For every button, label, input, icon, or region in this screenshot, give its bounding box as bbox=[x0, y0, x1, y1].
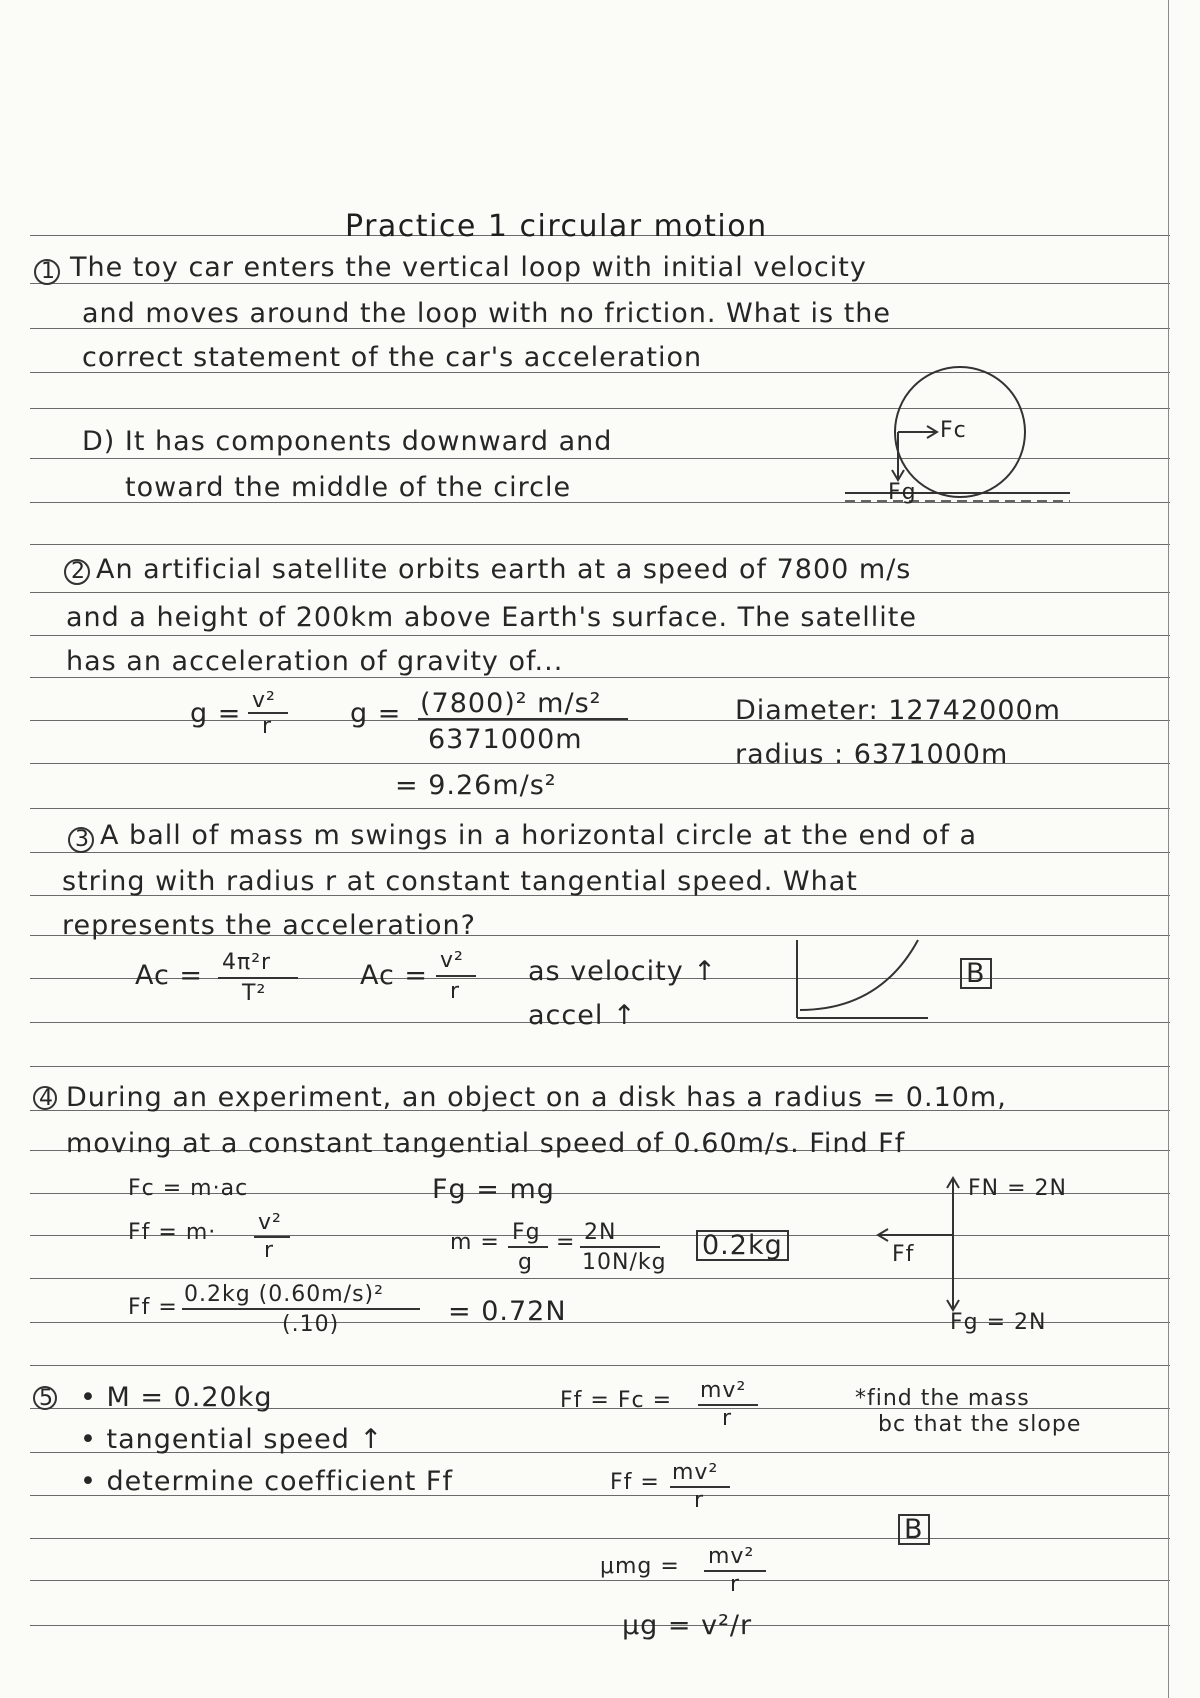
q4-f3-lhs: Ff = bbox=[128, 1295, 178, 1320]
q2-calc-lhs: g = bbox=[350, 698, 402, 729]
q2-calc-num: (7800)² m/s² bbox=[420, 688, 602, 719]
q3-ac2-num: v² bbox=[440, 948, 464, 973]
q4-g2-den2: 10N/kg bbox=[582, 1250, 667, 1275]
q3-ac1-den: T² bbox=[242, 981, 267, 1006]
loop-label-fc: Fc bbox=[940, 418, 967, 443]
q5-number: 5 bbox=[39, 1386, 54, 1411]
q5-bullet: • M = 0.20kg bbox=[80, 1382, 273, 1413]
q2-number: 2 bbox=[71, 559, 86, 584]
q5-note: bc that the slope bbox=[878, 1412, 1082, 1437]
q2-radius: radius : 6371000m bbox=[735, 739, 1009, 770]
q4-g2-result-box: 0.2kg bbox=[696, 1230, 789, 1261]
page-title: Practice 1 circular motion bbox=[345, 209, 768, 244]
q3-note: accel ↑ bbox=[528, 1000, 637, 1031]
q4-f2-lhs: Ff = m· bbox=[128, 1220, 217, 1245]
q5-e1-den: r bbox=[722, 1406, 733, 1431]
q4-g2-eq: = bbox=[556, 1230, 576, 1255]
q4-g2-num2: 2N bbox=[584, 1220, 617, 1245]
q2-diameter: Diameter: 12742000m bbox=[735, 695, 1061, 726]
q5-e1-num: mv² bbox=[700, 1378, 747, 1403]
q5-e3-den: r bbox=[730, 1572, 741, 1597]
q3-ac1-lhs: Ac = bbox=[135, 960, 204, 991]
q4-f1: Fc = m·ac bbox=[128, 1176, 249, 1201]
q4-number: 4 bbox=[39, 1086, 54, 1111]
graph-curve bbox=[800, 940, 918, 1010]
loop-label-fg: Fg bbox=[888, 480, 917, 505]
q5-e2-lhs: Ff = bbox=[610, 1470, 660, 1495]
q5-e2-num: mv² bbox=[672, 1460, 719, 1485]
q4-f3-num: 0.2kg (0.60m/s)² bbox=[184, 1282, 384, 1307]
fraction-bar bbox=[508, 1246, 548, 1248]
fraction-bar bbox=[182, 1308, 420, 1310]
fraction-bar bbox=[418, 718, 628, 720]
q5-e4: μg = v²/r bbox=[622, 1610, 753, 1641]
fraction-bar bbox=[218, 977, 298, 979]
q2-line: has an acceleration of gravity of... bbox=[66, 646, 564, 677]
q1-answer-line: toward the middle of the circle bbox=[125, 472, 572, 503]
q5-e3-lhs: μmg = bbox=[600, 1554, 680, 1579]
q2-line: An artificial satellite orbits earth at a speed of 7800 m/s bbox=[96, 554, 912, 585]
q3-note: as velocity ↑ bbox=[528, 956, 717, 987]
q2-formula-num: v² bbox=[252, 688, 276, 713]
q4-f3-den: (.10) bbox=[282, 1312, 340, 1337]
q4-line: During an experiment, an object on a disk has a radius = 0.10m, bbox=[66, 1082, 1007, 1113]
q2-line: and a height of 200km above Earth's surface. The satellite bbox=[66, 602, 917, 633]
q4-line: moving at a constant tangential speed of 0.60m/s. Find Ff bbox=[66, 1128, 906, 1159]
q1-answer-line: D) It has components downward and bbox=[82, 426, 613, 457]
q2-calc-den: 6371000m bbox=[428, 724, 583, 755]
q5-bullet: • determine coefficient Ff bbox=[80, 1466, 453, 1497]
q4-g2-lhs: m = bbox=[450, 1230, 500, 1255]
fbd-label-ff: Ff bbox=[892, 1242, 915, 1267]
fraction-bar bbox=[580, 1246, 660, 1248]
fbd-label-fg: Fg = 2N bbox=[950, 1310, 1047, 1335]
q1-line: correct statement of the car's acceleration bbox=[82, 342, 703, 373]
fbd-label-fn: FN = 2N bbox=[968, 1176, 1067, 1201]
q3-number: 3 bbox=[75, 827, 90, 852]
q4-f2-den: r bbox=[264, 1238, 275, 1263]
q3-ac2-lhs: Ac = bbox=[360, 960, 429, 991]
q4-f3-result: = 0.72N bbox=[448, 1296, 567, 1327]
q5-answer-box: B bbox=[898, 1514, 930, 1545]
q1-line: and moves around the loop with no friction. What is the bbox=[82, 298, 892, 329]
q4-g1: Fg = mg bbox=[432, 1174, 555, 1205]
q3-answer-box: B bbox=[960, 958, 992, 989]
q1-line: The toy car enters the vertical loop with initial velocity bbox=[70, 252, 867, 283]
q3-line: string with radius r at constant tangential speed. What bbox=[62, 866, 858, 897]
q3-ac2-den: r bbox=[450, 979, 461, 1004]
q5-bullet-text: M = 0.20kg bbox=[106, 1382, 273, 1413]
q5-e2-den: r bbox=[694, 1488, 705, 1513]
q4-f2-num: v² bbox=[258, 1210, 282, 1235]
q2-formula-den: r bbox=[262, 714, 273, 739]
q2-result: = 9.26m/s² bbox=[395, 770, 557, 801]
q5-e3-num: mv² bbox=[708, 1544, 755, 1569]
q4-g2-den1: g bbox=[518, 1250, 533, 1275]
q3-line: represents the acceleration? bbox=[62, 910, 476, 941]
q5-e1-lhs: Ff = Fc = bbox=[560, 1388, 672, 1413]
q5-bullet: • tangential speed ↑ bbox=[80, 1424, 384, 1455]
q1-number: 1 bbox=[41, 259, 56, 284]
q5-bullet-text: determine coefficient Ff bbox=[106, 1466, 453, 1497]
q3-ac1-num: 4π²r bbox=[222, 950, 272, 975]
q3-line: A ball of mass m swings in a horizontal circle at the end of a bbox=[100, 820, 978, 851]
q5-note: *find the mass bbox=[855, 1386, 1030, 1411]
q2-formula-lhs: g = bbox=[190, 698, 242, 729]
q4-g2-num1: Fg bbox=[512, 1220, 541, 1245]
fraction-bar bbox=[436, 975, 476, 977]
q5-bullet-text: tangential speed ↑ bbox=[106, 1424, 384, 1455]
